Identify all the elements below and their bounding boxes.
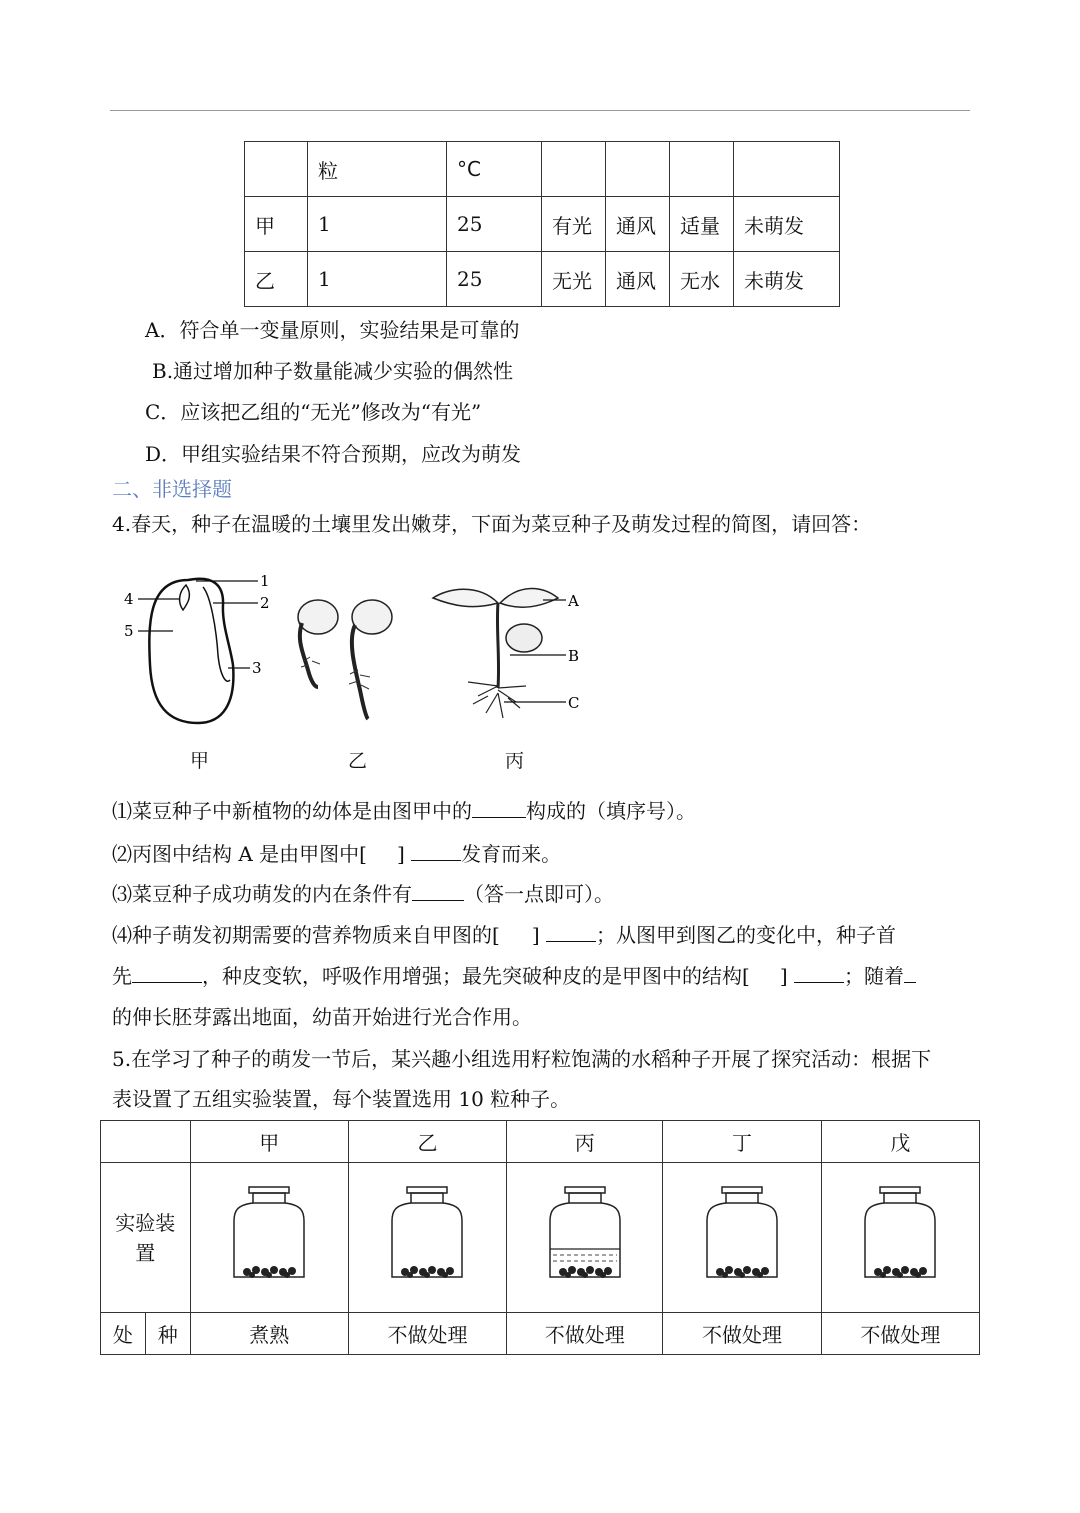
text: ⑷种子萌发初期需要的营养物质来自甲图的[ — [112, 923, 500, 947]
figure-label-jia: 甲 — [190, 750, 210, 772]
jar-icon — [860, 1185, 940, 1285]
text: ⑵丙图中结构 A 是由甲图中[ — [112, 842, 367, 866]
table-cell: 甲 — [245, 197, 308, 252]
answer-blank[interactable] — [904, 964, 916, 983]
text: ；从图甲到图乙的变化中，种子首 — [595, 923, 896, 947]
jar-with-water-icon — [545, 1185, 625, 1285]
table-row — [245, 252, 840, 307]
text: ] — [531, 923, 540, 947]
table-cell — [734, 142, 840, 197]
table-header-cell: 戊 — [821, 1121, 979, 1163]
table-row — [101, 1121, 980, 1163]
q5-line1: 5.在学习了种子的萌发一节后，某兴趣小组选用籽粒饱满的水稻种子开展了探究活动：根据下 — [112, 1047, 932, 1071]
table-cell — [542, 142, 606, 197]
q4-part4 — [112, 921, 896, 949]
text: ] — [396, 842, 405, 866]
text: 先 — [112, 964, 132, 988]
sprout-diagram — [290, 595, 400, 725]
answer-blank[interactable] — [546, 923, 596, 942]
jar-cell — [663, 1163, 821, 1313]
option-a: A．符合单一变量原则，实验结果是可靠的 — [145, 318, 520, 342]
table-cell: 不做处理 — [348, 1313, 506, 1355]
seed-diagram — [118, 565, 278, 740]
seed-label: 3 — [252, 659, 262, 677]
table-row — [245, 142, 840, 197]
text: 发育而来。 — [461, 842, 562, 866]
answer-blank[interactable] — [472, 799, 526, 818]
q4-intro: 4.春天，种子在温暖的土壤里发出嫩芽，下面为菜豆种子及萌发过程的简图，请回答： — [112, 512, 872, 536]
table-cell: 25 — [447, 197, 542, 252]
option-c: C．应该把乙组的“无光”修改为“有光” — [145, 400, 482, 424]
option-d: D．甲组实验结果不符合预期，应改为萌发 — [145, 442, 522, 466]
table-cell: 煮熟 — [190, 1313, 348, 1355]
answer-blank[interactable] — [411, 842, 461, 861]
text: ] — [779, 964, 788, 988]
q4-part1 — [112, 797, 696, 825]
plumule-shape — [180, 585, 190, 610]
table-cell: 通风 — [606, 197, 670, 252]
answer-blank[interactable] — [132, 964, 202, 983]
table-cell: 粒 — [308, 142, 447, 197]
table-cell: 未萌发 — [734, 197, 840, 252]
table-cell: 乙 — [245, 252, 308, 307]
table-cell: 通风 — [606, 252, 670, 307]
table-cell — [101, 1121, 191, 1163]
q4-part2 — [112, 840, 561, 868]
q5-line2: 表设置了五组实验装置，每个装置选用 10 粒种子。 — [112, 1087, 571, 1111]
table-cell — [245, 142, 308, 197]
table-header-cell: 甲 — [190, 1121, 348, 1163]
table-cell: 无水 — [670, 252, 734, 307]
table-cell: 种 — [145, 1313, 190, 1355]
table-cell: 1 — [308, 197, 447, 252]
figure-label-yi: 乙 — [348, 750, 368, 772]
table-row — [245, 197, 840, 252]
experiment-table-2 — [100, 1120, 980, 1355]
q4-part4-end: 的伸长胚芽露出地面，幼苗开始进行光合作用。 — [112, 1005, 532, 1029]
jar-cell — [507, 1163, 663, 1313]
table-cell: 不做处理 — [821, 1313, 979, 1355]
q4-part4-cont — [112, 962, 916, 990]
jar-icon — [702, 1185, 782, 1285]
table-cell: 有光 — [542, 197, 606, 252]
table-header-cell: 丙 — [507, 1121, 663, 1163]
table-cell: 处 — [101, 1313, 146, 1355]
answer-blank[interactable] — [412, 882, 464, 901]
text: 构成的（填序号）。 — [526, 799, 696, 823]
q4-part3 — [112, 880, 614, 908]
table-header-cell: 丁 — [663, 1121, 821, 1163]
text: ⑶菜豆种子成功萌发的内在条件有 — [112, 882, 412, 906]
jar-icon — [229, 1185, 309, 1285]
seed-label: 1 — [260, 572, 270, 590]
plant-label: A — [568, 592, 579, 610]
text: ；随着 — [843, 964, 904, 988]
table-cell: 不做处理 — [507, 1313, 663, 1355]
seedling-diagram — [428, 578, 598, 738]
table-cell: 未萌发 — [734, 252, 840, 307]
seed-label: 2 — [260, 594, 270, 612]
table-cell: 25 — [447, 252, 542, 307]
jar-cell — [821, 1163, 979, 1313]
table-cell: °C — [447, 142, 542, 197]
section-title: 二、非选择题 — [112, 477, 232, 501]
answer-blank[interactable] — [794, 964, 844, 983]
plant-label: B — [568, 647, 580, 665]
jar-cell — [190, 1163, 348, 1313]
figure-label-bing: 丙 — [505, 750, 525, 772]
text: （答一点即可）。 — [464, 882, 614, 906]
table-cell: 适量 — [670, 197, 734, 252]
table-header-cell: 乙 — [348, 1121, 506, 1163]
seed-coat-shape — [149, 579, 233, 723]
table-cell — [670, 142, 734, 197]
text: ⑴菜豆种子中新植物的幼体是由图甲中的 — [112, 799, 472, 823]
header-rule — [110, 110, 970, 111]
table-cell — [606, 142, 670, 197]
experiment-table-1 — [244, 141, 840, 307]
plant-label: C — [568, 694, 580, 712]
table-row — [101, 1313, 980, 1355]
table-row — [101, 1163, 980, 1313]
option-b: B.通过增加种子数量能减少实验的偶然性 — [152, 359, 514, 383]
jar-cell — [348, 1163, 506, 1313]
table-cell: 无光 — [542, 252, 606, 307]
text: ，种皮变软，呼吸作用增强；最先突破种皮的是甲图中的结构[ — [202, 964, 750, 988]
table-cell: 不做处理 — [663, 1313, 821, 1355]
seed-label: 4 — [124, 590, 134, 608]
seed-label: 5 — [124, 622, 134, 640]
table-cell: 实验装置 — [101, 1163, 191, 1313]
table-cell: 1 — [308, 252, 447, 307]
jar-icon — [387, 1185, 467, 1285]
